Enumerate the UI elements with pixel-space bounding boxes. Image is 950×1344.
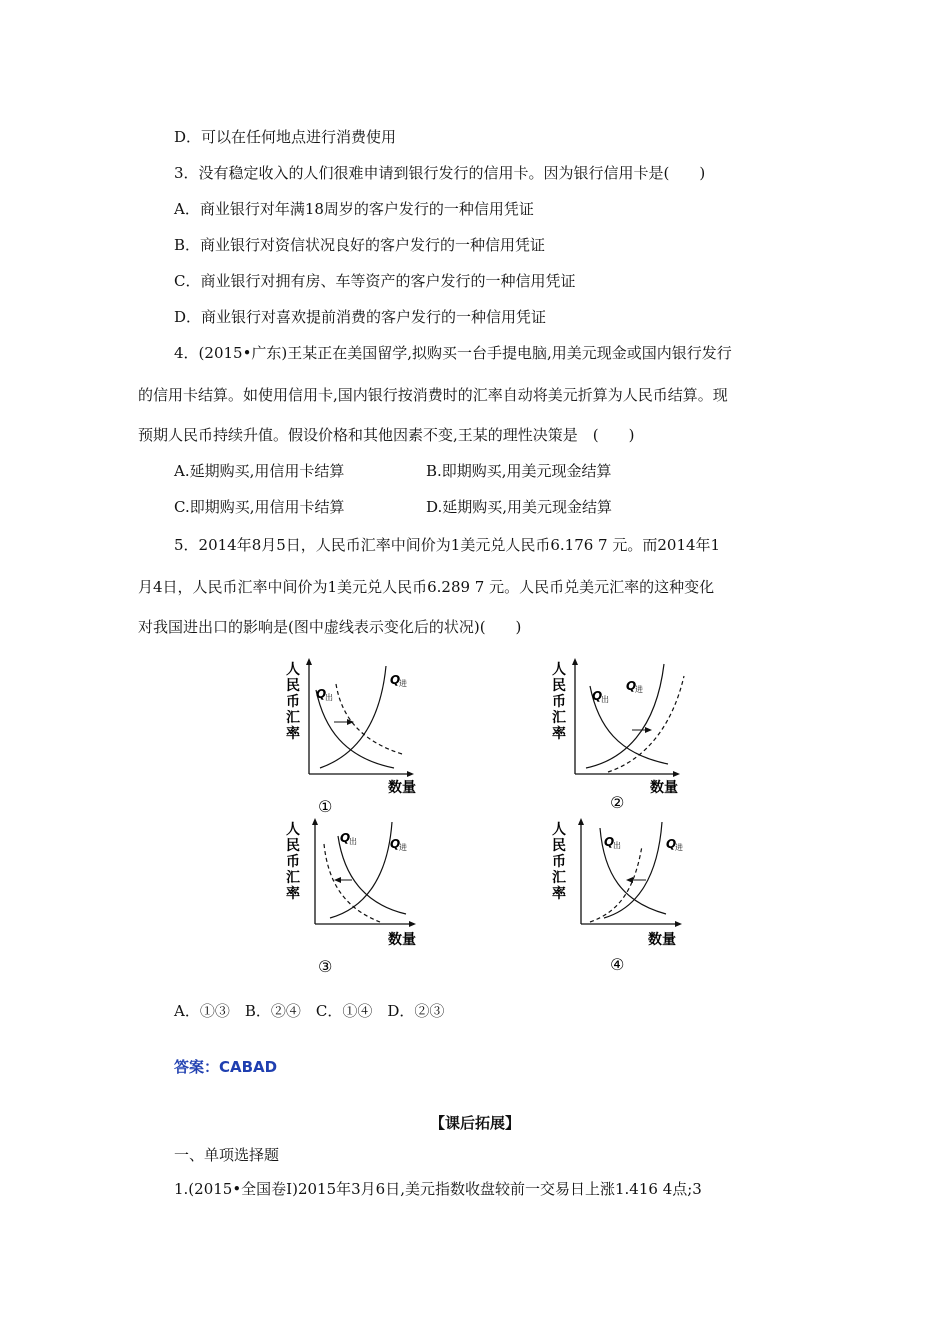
q-symbol: Q [340, 831, 351, 845]
diagram-number: ④ [610, 955, 625, 974]
q5-options: A．①③ B．②④ C．①④ D．②③ [174, 1002, 445, 1020]
q-sub-out: 出 [325, 693, 333, 702]
q-sub-in: 进 [675, 843, 683, 852]
x-label: 数量 [388, 780, 416, 796]
x-label: 数量 [388, 932, 416, 948]
diagram-number: ② [610, 793, 625, 812]
q-symbol: Q [316, 687, 327, 701]
q3-option-b: B．商业银行对资信状况良好的客户发行的一种信用凭证 [174, 236, 546, 254]
q2-option-d: D．可以在任何地点进行消费使用 [174, 128, 397, 146]
y-label-char: 币 [286, 694, 300, 710]
q4-option-d: D.延期购买,用美元现金结算 [426, 498, 613, 516]
q4-option-a: A.延期购买,用信用卡结算 [174, 462, 345, 480]
y-label-char: 民 [552, 838, 566, 854]
q3-stem: 3．没有稳定收入的人们很难申请到银行发行的信用卡。因为银行信用卡是( ) [174, 164, 706, 182]
y-label-char: 汇 [286, 710, 300, 726]
q-symbol: Q [390, 673, 401, 687]
q-symbol: Q [626, 679, 637, 693]
y-label-char: 汇 [552, 710, 566, 726]
q-symbol: Q [666, 837, 677, 851]
y-label-char: 民 [286, 838, 300, 854]
y-label-char: 汇 [552, 870, 566, 886]
y-label-char: 率 [552, 886, 566, 902]
q-sub-in: 进 [399, 679, 407, 688]
q5-stem-line1: 5．2014年8月5日，人民币汇率中间价为1美元兑人民币6.176 7 元。而2014年1 [174, 536, 721, 554]
part-title: 一、单项选择题 [174, 1146, 280, 1164]
q3-option-c: C．商业银行对拥有房、车等资产的客户发行的一种信用凭证 [174, 272, 576, 290]
q4-stem-line3: 预期人民币持续升值。假设价格和其他因素不变,王某的理性决策是 ( ) [138, 426, 635, 444]
y-label-char: 币 [552, 694, 566, 710]
y-label-char: 率 [286, 886, 300, 902]
q-symbol: Q [604, 835, 615, 849]
diagram-3 [284, 818, 434, 978]
y-label-char: 人 [286, 662, 300, 678]
y-label-char: 人 [286, 822, 300, 838]
y-label-char: 民 [286, 678, 300, 694]
x-label: 数量 [648, 932, 676, 948]
q3-option-d: D．商业银行对喜欢提前消费的客户发行的一种信用凭证 [174, 308, 547, 326]
q5-stem-line3: 对我国进出口的影响是(图中虚线表示变化后的状况)( ) [138, 618, 522, 636]
y-label-char: 率 [286, 726, 300, 742]
q4-stem-line2: 的信用卡结算。如使用信用卡,国内银行按消费时的汇率自动将美元折算为人民币结算。现 [138, 386, 728, 404]
q4-stem-line1: 4．(2015•广东)王某正在美国留学,拟购买一台手提电脑,用美元现金或国内银行发行 [174, 344, 732, 362]
diagram-1 [284, 656, 434, 816]
x-label: 数量 [650, 780, 678, 796]
y-label-char: 人 [552, 822, 566, 838]
q-sub-out: 出 [601, 695, 609, 704]
diagram-2 [550, 656, 700, 816]
diagram-number: ① [318, 797, 333, 816]
next-question: 1.(2015•全国卷Ⅰ)2015年3月6日,美元指数收盘较前一交易日上涨1.416 4点;3 [174, 1180, 702, 1198]
q-symbol: Q [390, 837, 401, 851]
y-label-char: 人 [552, 662, 566, 678]
y-label-char: 民 [552, 678, 566, 694]
y-label-char: 率 [552, 726, 566, 742]
diagram-4 [550, 818, 700, 978]
q5-stem-line2: 月4日，人民币汇率中间价为1美元兑人民币6.289 7 元。人民币兑美元汇率的这种变化 [138, 578, 715, 596]
q-sub-in: 进 [399, 843, 407, 852]
y-label-char: 汇 [286, 870, 300, 886]
q4-option-b: B.即期购买,用美元现金结算 [426, 462, 612, 480]
diagram-number: ③ [318, 957, 333, 976]
y-label-char: 币 [552, 854, 566, 870]
q-sub-out: 出 [613, 841, 621, 850]
answer-line: 答案：CABAD [174, 1058, 278, 1076]
q4-option-c: C.即期购买,用信用卡结算 [174, 498, 345, 516]
q-sub-in: 进 [635, 685, 643, 694]
q-sub-out: 出 [349, 837, 357, 846]
q-symbol: Q [592, 689, 603, 703]
section-title: 【课后拓展】 [429, 1114, 520, 1132]
q3-option-a: A．商业银行对年满18周岁的客户发行的一种信用凭证 [174, 200, 534, 218]
y-label-char: 币 [286, 854, 300, 870]
